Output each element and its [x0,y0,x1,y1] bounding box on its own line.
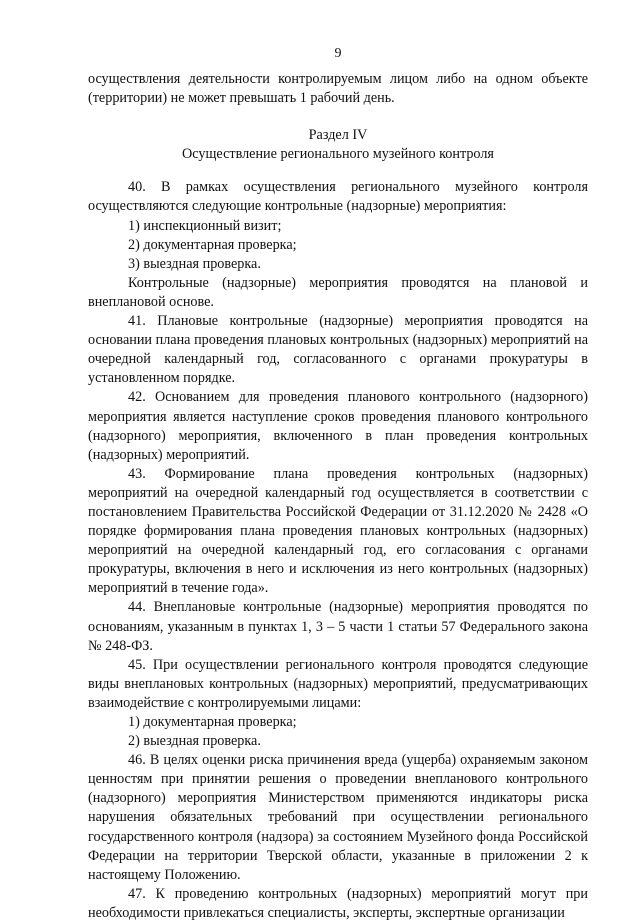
intro-paragraph: осуществления деятельности контролируемым лицом либо на одном объекте (территории) не может превышать 1 рабочий день. [88,71,588,107]
list-item: 2) выездная проверка. [128,733,261,750]
section-subtitle: Осуществление регионального музейного контроля [182,146,494,163]
section-title: Раздел IV [308,127,368,144]
paragraph-47: 47. К проведению контрольных (надзорных) мероприятий могут при необходимости привлекаться специалисты, эксперты, экспертные организации [88,885,588,921]
list-item: 3) выездная проверка. [128,255,261,272]
page-number: 9 [334,46,342,61]
paragraph-45: 45. При осуществлении регионального контроля проводятся следующие виды внеплановых контрольных (надзорных) мероприятий, предусматривающих взаимодействие с контролируемыми лицами: [88,656,588,711]
document-body [88,70,588,923]
paragraph-42: 42. Основанием для проведения планового контрольного (надзорного) мероприятия является наступление сроков проведения планового контрольного (надзорного) мероприятия, включенного в план проведения контрольных (надзорных) мероприятий. [88,389,588,463]
paragraph-44: 44. Внеплановые контрольные (надзорные) мероприятия проводятся по основаниям, указанным в пунктах 1, 3 – 5 части 1 статьи 57 Федерального закона № 248-ФЗ. [88,599,588,654]
list-item: 1) документарная проверка; [128,714,297,730]
paragraph-46: 46. В целях оценки риска причинения вреда (ущерба) охраняемым законом ценностям при принятии решения о проведении внепланового контрольного (надзорного) мероприятия Министерством применяются индикаторы риска нарушения обязательных требований при осуществлении регионального государственного контроля (надзора) за состоянием Музейного фонда Российской Федерации на территории Тверской области, указанные в приложении 2 к настоящему Положению. [88,752,588,883]
paragraph-40-tail: Контрольные (надзорные) мероприятия проводятся на плановой и внеплановой основе. [88,274,588,310]
list-item: 1) инспекционный визит; [128,217,282,234]
paragraph-43: 43. Формирование плана проведения контрольных (надзорных) мероприятий на очередной календарный год осуществляется в соответствии с постановлением Правительства Российской Федерации от 31.12.2020 № 2428 «О порядке формирования плана проведения плановых контрольных (надзорных) мероприятий на очередной календарный год, его согласования с органами прокуратуры, включения в него и исключения из него контрольных (надзорных) мероприятий в течение года». [88,465,588,597]
paragraph-41: 41. Плановые контрольные (надзорные) мероприятия проводятся на основании плана проведения плановых контрольных (надзорных) мероприятий на очередной календарный год, согласованного с органами прокуратуры в установленном порядке. [88,313,588,387]
paragraph-40: 40. В рамках осуществления регионального музейного контроля осуществляются следующие контрольные (надзорные) мероприятия: [88,179,588,215]
list-item: 2) документарная проверка; [128,236,297,253]
